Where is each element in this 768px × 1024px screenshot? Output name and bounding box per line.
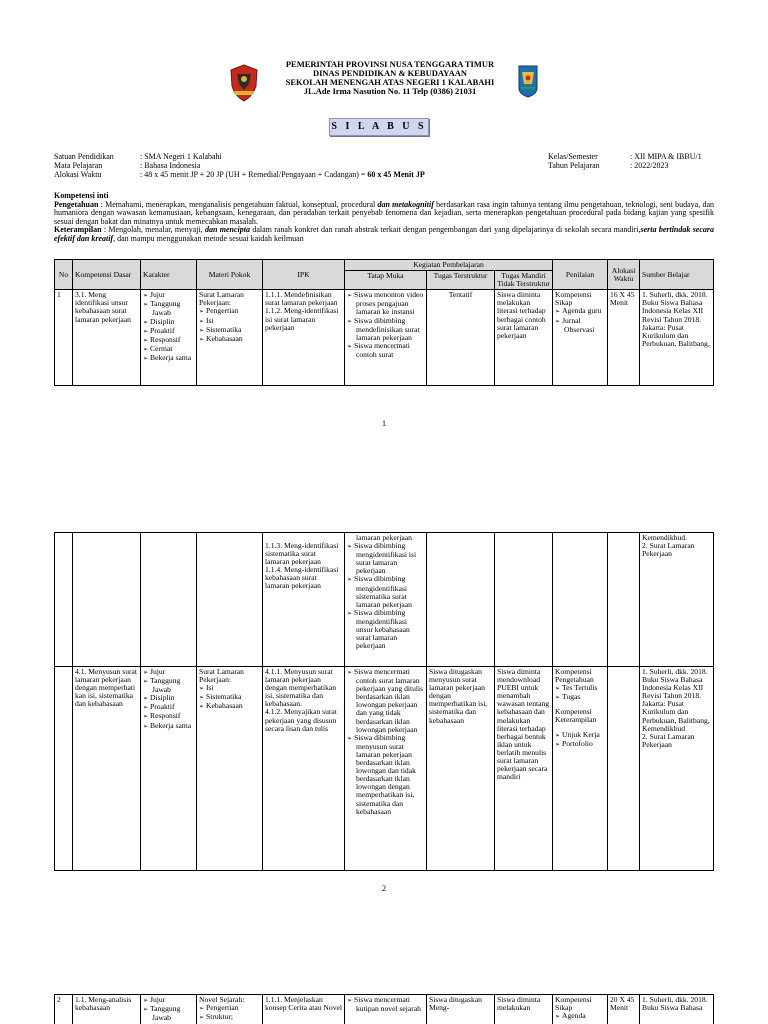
cell-tatap-muka [345,667,427,871]
list-item: ➢ Kebahasaan [199,335,260,344]
letterhead-line-4: JL.Ade Irma Nasution No. 11 Telp (0386) 21031 [303,86,477,96]
page-2 [0,470,768,990]
th-no: No [55,260,73,290]
list-item: ➢ Siswa dibimbing menyusun surat lamaran pekerjaan berdasarkan iklan lowongan dan tidak berdasarkan iklan lowongan dengan memperhatikan isi, sistematika dan kebahasaan [347,734,424,816]
table-row [55,995,714,1024]
cell-materi: Novel Sejarah: ➢ Pengertian ➢ Struktur; [197,995,263,1024]
page-3 [0,990,768,1024]
tahun-label: Tahun Pelajaran [548,161,600,170]
list-item: ➢ Jujur [143,291,194,300]
page-number-2: 2 [382,884,386,893]
class-info [548,152,702,170]
kelas-label: Kelas/Semester [548,152,598,161]
cell-sumber: 1. Suherli, dkk. 2018. Buku Siswa Bahasa Indonesia Kelas XII Revisi Tahun 2018. Jakarta: Pusat Kurikulum dan Perbukuan, Balitbang, [640,290,714,386]
list-item: ➢ Struktur; [199,1013,260,1022]
list-item: ➢ Siswa mencermati contoh surat [347,342,424,359]
list-item: ➢ Responsif [143,712,194,721]
list-item: ➢ Isi [199,317,260,326]
list-item: ➢ Tes Tertulis [555,684,605,693]
mapel-value: : Bahasa Indonesia [140,161,201,170]
list-item: ➢ Proaktif [143,703,194,712]
ki-heading: Kompetensi inti [54,191,109,200]
silabus-table-page-2 [54,532,714,871]
th-materi: Materi Pokok [197,260,263,290]
letterhead [225,60,555,110]
letterhead-line-1: PEMERINTAH PROVINSI NUSA TENGGARA TIMUR [285,59,495,69]
cell-no: 2 [55,995,73,1024]
cell-tugas-terstruktur: Siswa ditugaskan Meng- [427,995,495,1024]
cell-tugas-mandiri: Siswa diminta melakukan literasi terhadap berbagai contoh surat lamaran pekerjaan [495,290,553,386]
list-item: ➢ Proaktif [143,327,194,336]
alokasi-label: Alokasi Waktu [54,170,102,179]
cell-tatap-muka: ➢ Siswa mencermati kutipan novel sejarah [345,995,427,1024]
list-item: ➢ Tanggung Jawab [143,300,194,317]
list-item: ➢ Sistematika [199,693,260,702]
th-alokasi: Alokasi Waktu [608,260,640,290]
list-item: ➢ Pengertian [199,1004,260,1013]
alor-regency-logo-icon [517,64,539,98]
list-item: ➢ Bekerja sama [143,354,194,363]
cell-no: 1 [55,290,73,386]
list-item: ➢ Jurnal Observasi [555,317,605,334]
cell-ipk: 1.1.3. Meng-identifikasi sistematika surat lamaran pekerjaan 1.1.4. Meng-identifikasi kebahasaan surat lamaran pekerjaan [263,533,345,667]
cell-sumber: 1. Suherli, dkk. 2018. Buku Siswa Bahasa [640,995,714,1024]
list-item: ➢ Tanggung Jawab [143,1005,194,1022]
silabus-table-page-3 [54,994,714,1024]
list-item: ➢ Siswa mencermati contoh surat lamaran pekerjaan yang ditulis berdasarkan iklan lowongan pekerjaan dan yang tidak berdasarkan iklan lowongan pekerjaan [347,668,424,734]
cell-sumber: Kemendikbud. 2. Surat Lamaran Pekerjaan [640,533,714,667]
list-item: ➢ Sistematika [199,326,260,335]
list-item: ➢ Jujur [143,996,194,1005]
silabus-table-page-1 [54,259,714,386]
cell-alokasi: 16 X 45 Menit [608,290,640,386]
cell-sumber: 1. Suherli, dkk. 2018. Buku Siswa Bahasa Indonesia Kelas XII Revisi Tahun 2018. Jakarta: Pusat Kurikulum dan Perbukuan, Balitbang, Kemendikbud 2. Surat Lamaran Pekerjaan [640,667,714,871]
cell-tatap-muka: lamaran pekerjaan ➢ Siswa dibimbing mengidentifikasi isi surat lamaran pekerjaan ➢ Siswa dibimbing mengidentifikasi sistematika surat lamaran pekerjaan ➢ Siswa dibimbing mengidentifikasi unsur kebahasaan surat lamaran pekerjaan [345,533,427,667]
cell-alokasi: 20 X 45 Menit [608,995,640,1024]
cell-kd: 3.1. Meng identifikasi unsur kebahasaan surat lamaran pekerjaan [73,290,141,386]
th-tatap-muka: Tatap Muka [345,271,427,290]
list-item: ➢ Pengertian [199,307,260,316]
list-item: ➢ Siswa dibimbing mengidentifikasi isi surat lamaran pekerjaan [347,542,424,575]
cell-karakter [141,995,197,1024]
th-tugas-terstruktur: Tugas Terstruktur [427,271,495,290]
list-item: ➢ Bekerja sama [143,722,194,731]
list-item: ➢ Responsif [143,336,194,345]
cell-materi: Surat Lamaran Pekerjaan: ➢ Pengertian ➢ Isi ➢ Sistematika ➢ Kebahasaan [197,290,263,386]
list-item: ➢ Agenda guru [555,307,605,316]
letterhead-line-2: DINAS PENDIDIKAN & KEBUDAYAAN [312,68,468,78]
alokasi-total: 60 x 45 Menit JP [367,170,425,179]
list-item: ➢ Isi [199,684,260,693]
list-item: ➢ Unjuk Kerja [555,731,605,740]
list-item: ➢ Tanggung Jawab [143,677,194,694]
cell-karakter [141,667,197,871]
list-item: ➢ Disiplin [143,694,194,703]
cell-ipk: 1.1.1. Mendefinisikan surat lamaran pekerjaan 1.1.2. Meng-identifikasi isi surat lamaran pekerjaan [263,290,345,386]
cell-kd: 1.1. Meng-analisis kebahasaan [73,995,141,1024]
cell-tatap-muka [345,290,427,386]
list-item: ➢ Portofolio [555,740,605,749]
cell-karakter [141,290,197,386]
cell-ipk: 4.1.1. Menyusun surat lamaran pekerjaan dengan memperhatikan isi, sistematika dan kebahasaan. 4.1.2. Menyajikan surat pekerjaan yang disusun secara lisan dan tulis [263,667,345,871]
list-item: ➢ Siswa dibimbing mengidentifikasi unsur kebahasaan surat lamaran pekerjaan [347,609,424,650]
cell-tugas-mandiri: Siswa diminta melakukan [495,995,553,1024]
cell-tugas-terstruktur: Tentatif [427,290,495,386]
tahun-value: : 2022/2023 [630,161,669,170]
cell-tugas-mandiri: Siswa diminta mendownload PUEBI untuk menambah wawasan tentang kebahasaan dan melakukan literasi terhadap berbagai bentuk iklan untuk berlatih menulis surat lamaran pekerjaan secara mandiri [495,667,553,871]
table-row [55,667,714,871]
list-item: ➢ Siswa dibimbing mendefinisikan surat lamaran pekerjaan [347,317,424,342]
cell-tugas-terstruktur: Siswa ditugaskan menyusun surat lamaran pekerjaan dengan memperhatikan isi, sistematika dan kebahasaan [427,667,495,871]
cell-ipk: 1.1.1. Menjelaskan konsep Cerita atau Novel [263,995,345,1024]
school-info [54,152,425,179]
mapel-label: Mata Pelajaran [54,161,103,170]
ki-keterampilan: Keterampilan : Mengolah, menalar, menyaji, dan mencipta dalam ranah konkret dan ranah abstrak terkait dengan pengembangan dari yang dipelajarinya di sekolah secara mandiri,serta bertindak secara efektif dan kreatif, dan mampu menggunakan metode sesuai kaidah keilmuan [54,225,715,243]
document-title: S I L A B U S [329,118,429,136]
th-kegiatan: Kegiatan Pembelajaran [345,260,553,271]
satuan-value: : SMA Negeri 1 Kalabahi [140,152,222,161]
kompetensi-inti [54,192,714,244]
th-tugas-mandiri: Tugas Mandiri Tidak Terstruktur [495,271,553,290]
table-row [55,533,714,667]
cell-penilaian: Kompetensi Pengetahuan ➢ Tes Tertulis ➢ Tugas Kompetensi Keterampilan ➢ Unjuk Kerja ➢ Portofolio [553,667,608,871]
list-item: ➢ Disiplin [143,318,194,327]
th-ipk: IPK [263,260,345,290]
list-item: ➢ Siswa menonton video proses pengajuan lamaran ke instansi [347,291,424,316]
ki-pengetahuan: Pengetahuan : Memahami, menerapkan, menganalisis pengetahuan faktual, konseptual, procedural dan metakognitif berdasarkan rasa ingin tahunya tentang ilmu pengetahuan, teknologi, seni budaya, dan humaniora dengan wawasan kemanusiaan, kebangsaan, kenegaraan, dan peradaban terkait penyebab fenomena dan kejadian, serta menerapkan pengetahuan procedural pada bidang kajian yang spesifik sesuai dengan bakat dan minatnya untuk memecahkan masalah. [54,199,714,226]
alokasi-value: : 48 x 45 menit JP + 20 JP (UH + Remedial/Pengayaan + Cadangan) = [140,170,368,179]
kelas-value: : XII MIPA & IBBU/1 [630,152,702,161]
th-karakter: Karakter [141,260,197,290]
table-row [55,290,714,386]
page-number-1: 1 [382,419,386,428]
cell-kd: 4.1. Menyusun surat lamaran pekerjaan dengan memperhati kan isi, sistematika dan kebahasaan [73,667,141,871]
th-penilaian: Penilaian [553,260,608,290]
list-item: ➢ Jujur [143,668,194,677]
list-item: ➢ Cermat [143,345,194,354]
satuan-label: Satuan Pendidikan [54,152,114,161]
list-item: ➢ Tugas [555,693,605,702]
th-sumber: Sumber Belajar [640,260,714,290]
cell-penilaian: Kompetensi Sikap ➢ Agenda guru ➢ Jurnal Observasi [553,290,608,386]
page-1 [0,0,768,470]
list-item: ➢ Kebahasaan [199,702,260,711]
cell-penilaian: Kompetensi Sikap ➢ Agenda [553,995,608,1024]
list-item: ➢ Siswa dibimbing mengidentifikasi sistematika surat lamaran pekerjaan [347,575,424,608]
th-kd: Kompetensi Dasar [73,260,141,290]
letterhead-line-3: SEKOLAH MENENGAH ATAS NEGERI 1 KALABAHI [285,77,495,87]
cell-materi: Surat Lamaran Pekerjaan: ➢ Isi ➢ Sistematika ➢ Kebahasaan [197,667,263,871]
